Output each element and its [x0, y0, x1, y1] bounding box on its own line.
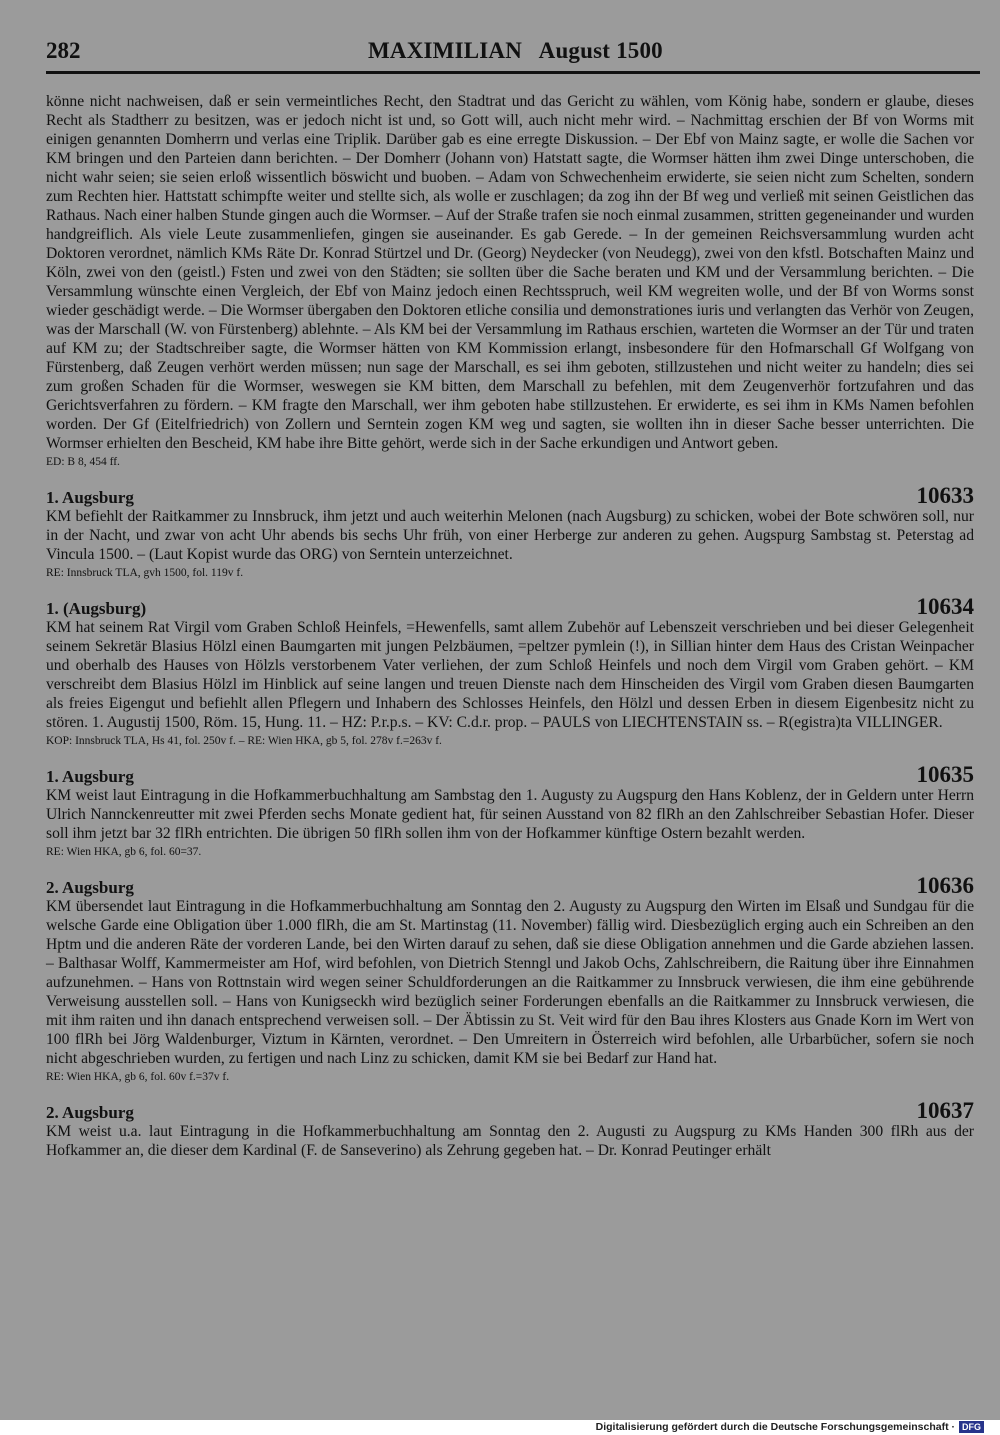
header-rule — [46, 71, 980, 74]
continuation-text: könne nicht nachweisen, daß er sein vermeintliches Recht, den Stadtrat und das Gericht zu wählen, vom König habe, sondern er glaube, dieses Recht als Stadtherr zu besitzen, was er jedoch nicht ist und, so Gott will, auch nicht mehr wird. – Nachmittag erschien der Bf von Worms mit einigen genannten Domherrn und verlas eine Triplik. Darüber gab es eine erregte Diskussion. – Der Ebf von Mainz sagte, er wolle die Sachen vor KM bringen und den Parteien dann berichten. – Der Domherr (Johann von) Hatstatt sagte, die Wormser hätten ihm zwei Dinge unterschoben, die nicht wahr seien; sie seien erloß wissentlich böswicht und buoben. – Adam von Schwechenheim erwiderte, sie seien nicht zum Schelten, sondern zum Rechten hier. Hattstatt schimpfte weiter und stellte sich, als wolle er zuschlagen; da zog ihn der Bf weg und verließ mit seinen Geistlichen das Rathaus. Nach einer halben Stunde gingen auch die Wormser. – Auf der Straße trafen sie noch einmal zusammen, stritten gegeneinander und wurden handgreiflich. Als viele Leute zusammenliefen, gingen sie auseinander. Es gab Gerede. – In der gemeinen Reichsversammlung wurden acht Doktoren verordnet, nämlich KMs Räte Dr. Konrad Stürtzel und Dr. (Georg) Neydecker (von Neudegg), zwei von den kfstl. Botschaften Mainz und Köln, zwei von den (geistl.) Fsten und zwei von den Städten; sie sollten über die Sache beraten und KM und der Versammlung berichten. – Die Versammlung wünschte einen Vergleich, der Ebf von Mainz jedoch einen Rechtsspruch, weil KM wegreiten wolle, und der Bf von Worms sonst wieder geschädigt werde. – Die Wormser übergaben den Doktoren etliche consilia und demonstrationes iuris und verlangten das Verhör von Zeugen, was der Marschall (W. von Fürstenberg) ablehnte. – Als KM bei der Versammlung im Rathaus erschien, warteten die Wormser an der Tür und traten auf KM zu; der Stadtschreiber sagte, die Wormser hätten von KM Kommission erlangt, insbesondere für den Hofmarschall Gf Wolfgang von Fürstenberg, daß Zeugen verhört werden müssen; nun sage der Marschall, es sei ihm geboten, stillzustehen und nicht weiter zu handeln; dies sei zum großen Schaden für die Wormser, weswegen sie KM bitten, dem Marschall zu befehlen, mit dem Zeugenverhör fortzufahren und das Gerichtsverfahren zu fördern. – KM fragte den Marschall, wer ihm geboten habe stillzustehen. Er erwiderte, es sei ihm in KMs Namen befohlen worden. Der Gf (Eitelfriedrich) von Zollern und Serntein zogen KM weg und sagten, sie wollten ihn in dieser Sache besser unterrichten. Die Wormser erhielten den Bescheid, KM habe ihre Bitte gehört, werde sich in der Sache erkundigen und Antwort geben. — [46, 93, 974, 452]
page-number: 282 — [46, 38, 81, 63]
entry-10633 — [46, 483, 974, 580]
entry-text: KM übersendet laut Eintragung in die Hofkammerbuchhaltung am Sonntag den 2. Augusty zu Augspurg den Wirten im Elsaß und Sundgau für die welsche Garde eine Obligation über 1.000 flRh, die am St. Martinstag (11. November) fällig wird. Diesbezüglich erging auch ein Schreiben an den Hptm und die anderen Räte der vorderen Lande, bei den Wirten darauf zu sehen, daß sie diese Obligation annehmen und die Garde abziehen lassen. – Balthasar Wolff, Kammermeister am Hof, wird befohlen, von Dietrich Stenngl und Jakob Ochs, Zahlschreibern, die Raitung über ihre Einnahmen aufzunehmen. – Hans von Rottnstain wird wegen seiner Schuldforderungen an die Raitkammer zu Innsbruck verwiesen, die ihm eine gebührende Verweisung ausstellen soll. – Hans von Kunigseckh wird bezüglich seiner Forderungen ebenfalls an die Raitkammer zu Innsbruck verwiesen, die mit ihm raiten und ihn danach entsprechend verweisen soll. – Der Äbtissin zu St. Veit wird für den Bau ihres Klosters aus Gnade Korn im Wert von 100 flRh bei Jörg Waldenburger, Viztum in Kärnten, verordnet. – Den Umreitern in Österreich wird befohlen, alle Urbarbücher, sofern sie noch nicht abgeschrieben wurden, zu fertigen und nach Linz zu schicken, damit KM sie bei Bedarf zur Hand hat. — [46, 898, 974, 1067]
entry-number: 10633 — [916, 483, 974, 508]
entry-text: KM weist u.a. laut Eintragung in die Hofkammerbuchhaltung am Sonntag den 2. Augusti zu Augspurg zu KMs Handen 300 flRh aus der Hofkammer an, die dieser dem Kardinal (F. de Sanseverino) als Zehrung gegeben hat. – Dr. Konrad Peutinger erhält — [46, 1123, 974, 1159]
entry-source: KOP: Innsbruck TLA, Hs 41, fol. 250v f. – RE: Wien HKA, gb 5, fol. 278v f.=263v f. — [46, 735, 442, 747]
entry-place: 2. Augsburg — [46, 1103, 134, 1122]
entry-head — [46, 483, 974, 508]
entry-source: RE: Wien HKA, gb 6, fol. 60v f.=37v f. — [46, 1071, 230, 1083]
document-body — [46, 92, 974, 1160]
entry-place: 1. Augsburg — [46, 767, 134, 786]
entry-10637 — [46, 1098, 974, 1160]
entry-text: KM hat seinem Rat Virgil vom Graben Schloß Heinfels, =Hewenfells, samt allem Zubehör auf Lebenszeit verschrieben und bei dieser Gelegenheit seinem Sekretär Blasius Hölzl einen Baumgarten mit jungen Pelzbäumen, =peltzer pymlein (!), in Sillian hinter dem Haus des Cristan Weinpacher und oberhalb des Hauses von Hölzls verstorbenem Vater verliehen, der zum Schloß Heinfels und noch dem Virgil vom Graben gehört. – KM verschreibt dem Blasius Hölzl im Hinblick auf seine langen und treuen Dienste nach dem Hinscheiden des Virgil vom Graben diesen Baumgarten als freies Eigengut und befiehlt allen Pflegern und Inhabern des Schlosses Heinfels, den Hölzl und dessen Erben in diesem Eigenbesitz nicht zu stören. 1. Augustij 1500, Röm. 15, Hung. 11. – HZ: P.r.p.s. – KV: C.d.r. prop. – PAULS von LIECHTENSTAIN ss. – R(egistra)ta VILLINGER. — [46, 619, 974, 731]
entry-text: KM befiehlt der Raitkammer zu Innsbruck, ihm jetzt und auch weiterhin Melonen (nach Augsburg) zu schicken, wobei der Bote schwören soll, nur in der Nacht, und zwar von acht Uhr abends bis sechs Uhr früh, von einer Herberge zur anderen zu gehen. Augspurg Sambstag st. Peterstag ad Vincula 1500. – (Laut Kopist wurde das ORG) von Serntein unterzeichnet. — [46, 508, 974, 563]
funding-footer — [596, 1420, 984, 1435]
entry-number: 10636 — [916, 873, 974, 898]
entry-head — [46, 594, 974, 619]
entry-source: RE: Innsbruck TLA, gvh 1500, fol. 119v f. — [46, 567, 244, 579]
entry-number: 10635 — [916, 762, 974, 787]
footer-text: Digitalisierung gefördert durch die Deutsche Forschungsgemeinschaft · — [595, 1421, 955, 1433]
entry-head — [46, 873, 974, 898]
continuation-source: ED: B 8, 454 ff. — [46, 456, 120, 468]
entry-number: 10637 — [916, 1098, 974, 1123]
entry-place: 1. (Augsburg) — [46, 599, 147, 618]
entry-head — [46, 1098, 974, 1123]
entry-place: 1. Augsburg — [46, 488, 134, 507]
entry-text: KM weist laut Eintragung in die Hofkammerbuchhaltung am Sambstag den 1. Augusty zu Augspurg den Hans Koblenz, der in Geldern unter Herrn Ulrich Nannckenreutter mit zwei Pferden sechs Monate gedient hat, für seinen Ausstand von 82 flRh an den Zahlschreiber Sebastian Hofer. Dieser soll ihm jetzt bar 32 flRh entrichten. Die übrigen 50 flRh sollen ihm von der Hofkammer künftige Ostern bezahlt werden. — [46, 787, 974, 842]
entry-place: 2. Augsburg — [46, 878, 134, 897]
entry-source: RE: Wien HKA, gb 6, fol. 60=37. — [46, 846, 202, 858]
dfg-logo: DFG — [959, 1421, 984, 1433]
entry-10634 — [46, 594, 974, 748]
running-title: MAXIMILIAN August 1500 — [368, 38, 663, 63]
entry-head — [46, 762, 974, 787]
entry-10635 — [46, 762, 974, 859]
entry-number: 10634 — [916, 594, 974, 619]
entry-10636 — [46, 873, 974, 1084]
